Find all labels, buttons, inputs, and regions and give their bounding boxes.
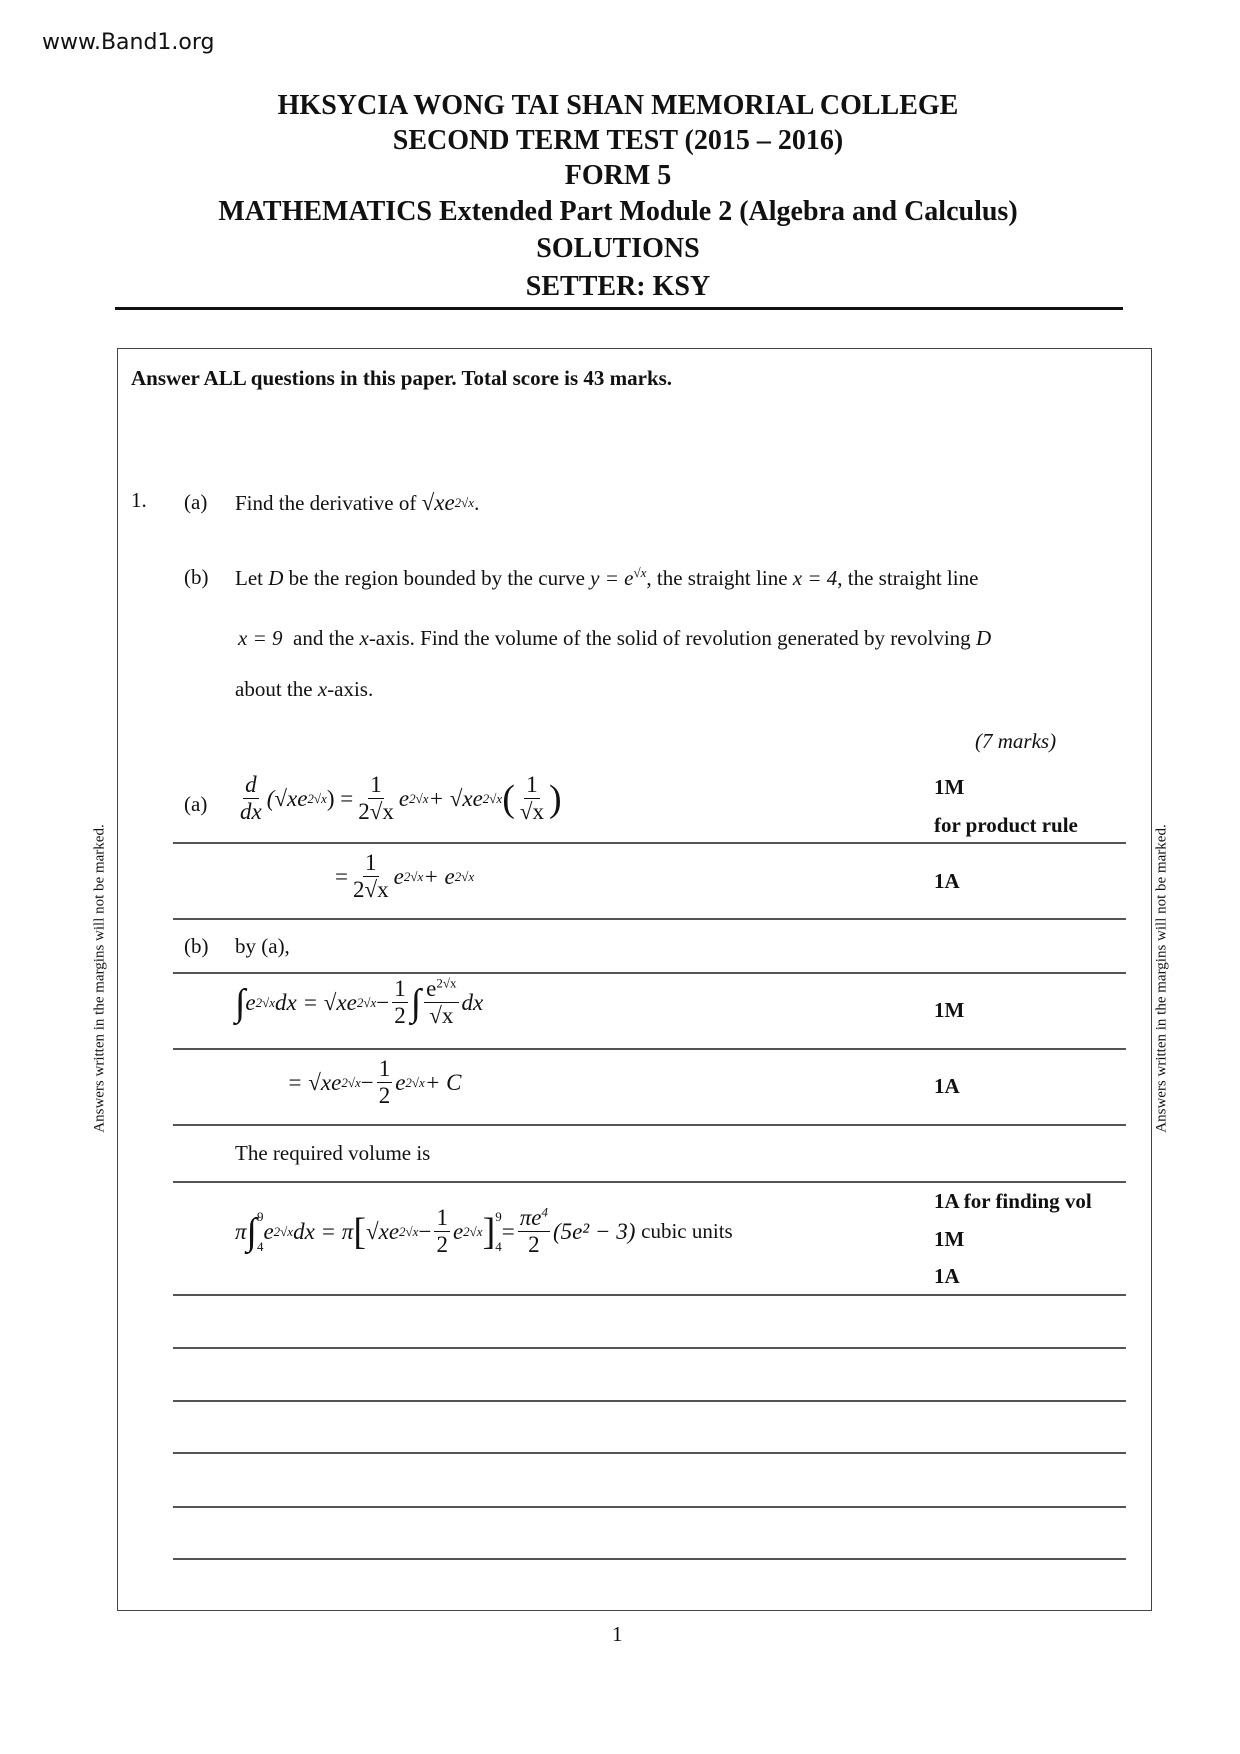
sol-b-intro: by (a),	[235, 934, 290, 958]
test-name: SECOND TERM TEST (2015 – 2016)	[392, 125, 844, 156]
site-watermark: www.Band1.org	[42, 30, 215, 55]
answer-line	[173, 1558, 1126, 1560]
mark-1m: 1M	[934, 775, 965, 799]
header-divider	[115, 307, 1123, 310]
form: FORM 5	[564, 160, 672, 191]
answer-line	[173, 1124, 1126, 1126]
right-margin-note: Answers written in the margins will not be marked.	[1153, 824, 1170, 1133]
sol-b-step1: ∫ e 2√x dx = √xe 2√x − $\frac{1}{2}$ ∫ $e^{2√x}$ √x dx	[235, 975, 484, 1029]
left-margin-note: Answers written in the margins will not be marked.	[91, 824, 108, 1133]
solutions-heading: SOLUTIONS	[536, 233, 700, 264]
page-number: 1	[612, 1622, 623, 1646]
answer-line	[173, 972, 1126, 974]
part-a-text: Find the derivative of √xe 2√x .	[235, 490, 480, 515]
sol-b-step3: π ∫ 9 4 e 2√x dx = π [ √xe 2√x − $\frac{1}{2}$ e 2√x ] 9 4 = $\frac{\pi e^4}{2}$ (5e² − 3) cubic units	[235, 1204, 733, 1258]
instruction: Answer ALL questions in this paper. Total score is 43 marks.	[131, 366, 673, 390]
setter: SETTER: KSY	[525, 271, 711, 302]
question-number: 1.	[131, 488, 147, 512]
sol-b-label: (b)	[184, 934, 209, 958]
mark-1a: 1A	[934, 869, 960, 893]
sol-a-label: (a)	[184, 792, 208, 816]
sol-a-step1: d dx (√xe 2√x ) = $\frac{1}{2√x}$ e 2√x + √xe 2√x ( 1 √x )	[240, 772, 562, 825]
mark-1m: 1M	[934, 1227, 965, 1251]
answer-line	[173, 842, 1126, 844]
mark-note-product-rule: for product rule	[934, 813, 1078, 837]
answer-line	[173, 918, 1126, 920]
mark-1m: 1M	[934, 998, 965, 1022]
marks-total: (7 marks)	[975, 729, 1057, 753]
school-name: HKSYCIA WONG TAI SHAN MEMORIAL COLLEGE	[277, 90, 959, 121]
answer-line	[173, 1506, 1126, 1508]
answer-line	[173, 1347, 1126, 1349]
answer-line	[173, 1294, 1126, 1296]
part-a-label: (a)	[184, 490, 208, 514]
volume-text: The required volume is	[235, 1141, 431, 1165]
mark-1a-finding-vol: 1A for finding vol	[934, 1189, 1092, 1213]
part-b-line3: about the x-axis.	[235, 677, 374, 701]
part-b-line1: Let D be the region bounded by the curve $y = e^{√x}$, the straight line x = 4, the straight line	[235, 565, 979, 590]
answer-line	[173, 1452, 1126, 1454]
mark-1a: 1A	[934, 1074, 960, 1098]
answer-line	[173, 1181, 1126, 1183]
part-b-line2: x = 9 and the x-axis. Find the volume of the solid of revolution generated by revolving D	[238, 626, 992, 650]
subject: MATHEMATICS Extended Part Module 2 (Algebra and Calculus)	[218, 196, 1018, 227]
answer-line	[173, 1048, 1126, 1050]
sol-a-step2: = $\frac{1}{2√x}$ e 2√x + e 2√x	[335, 850, 475, 903]
part-b-label: (b)	[184, 565, 209, 589]
mark-1a: 1A	[934, 1264, 960, 1288]
answer-line	[173, 1400, 1126, 1402]
sol-b-step2: = √xe 2√x − $\frac{1}{2}$ e 2√x + C	[287, 1056, 462, 1109]
